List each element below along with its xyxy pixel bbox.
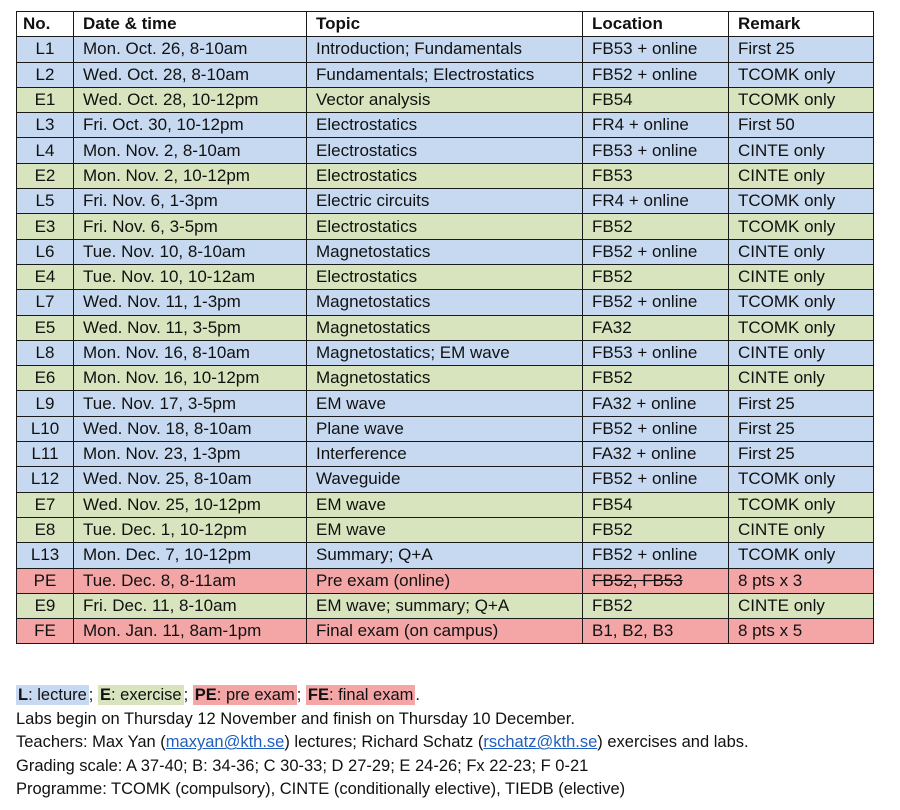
cell-topic: Magnetostatics	[307, 239, 583, 264]
cell-location: FB53 + online	[583, 138, 729, 163]
cell-date-time: Mon. Nov. 2, 10-12pm	[74, 163, 307, 188]
cell-date-time: Wed. Nov. 11, 1-3pm	[74, 290, 307, 315]
table-row	[17, 416, 874, 441]
cell-location: FB53	[583, 163, 729, 188]
cell-date-time: Tue. Nov. 17, 3-5pm	[74, 391, 307, 416]
cell-remark: CINTE only	[729, 340, 874, 365]
cell-no: E8	[17, 517, 74, 542]
cell-location	[583, 568, 729, 593]
header-remark: Remark	[729, 12, 874, 37]
table-row	[17, 37, 874, 62]
cell-topic: Introduction; Fundamentals	[307, 37, 583, 62]
cell-location: FR4 + online	[583, 189, 729, 214]
legend-exercise-text: : exercise	[110, 686, 182, 704]
cell-remark: TCOMK only	[729, 87, 874, 112]
cell-remark: CINTE only	[729, 138, 874, 163]
cell-location: FB52	[583, 214, 729, 239]
cell-remark: CINTE only	[729, 239, 874, 264]
cell-remark: CINTE only	[729, 366, 874, 391]
cell-no: E6	[17, 366, 74, 391]
cell-location: FB54	[583, 492, 729, 517]
cell-location: FB52 + online	[583, 416, 729, 441]
cell-remark: First 25	[729, 391, 874, 416]
cell-no: L13	[17, 543, 74, 568]
cell-date-time: Mon. Dec. 7, 10-12pm	[74, 543, 307, 568]
cell-location: FR4 + online	[583, 113, 729, 138]
cell-remark: CINTE only	[729, 264, 874, 289]
cell-topic: Electric circuits	[307, 189, 583, 214]
cell-remark: 8 pts x 3	[729, 568, 874, 593]
cell-topic: EM wave; summary; Q+A	[307, 593, 583, 618]
cell-no: L10	[17, 416, 74, 441]
cell-topic: EM wave	[307, 492, 583, 517]
labs-note: Labs begin on Thursday 12 November and finish on Thursday 10 December.	[16, 709, 575, 728]
cell-remark: CINTE only	[729, 517, 874, 542]
cell-remark: TCOMK only	[729, 62, 874, 87]
cell-location: FA32 + online	[583, 442, 729, 467]
cell-topic: Magnetostatics	[307, 366, 583, 391]
cell-location: FB53 + online	[583, 37, 729, 62]
legend-pre-exam	[193, 685, 297, 705]
table-row	[17, 543, 874, 568]
cell-date-time: Mon. Nov. 23, 1-3pm	[74, 442, 307, 467]
cell-remark: First 25	[729, 442, 874, 467]
programme-note: Programme: TCOMK (compulsory), CINTE (conditionally elective), TIEDB (elective)	[16, 780, 626, 799]
table-header-row	[17, 12, 874, 37]
cell-location: FB53 + online	[583, 340, 729, 365]
cell-location: FB52 + online	[583, 543, 729, 568]
cell-remark: First 25	[729, 37, 874, 62]
table-row	[17, 442, 874, 467]
cell-no: L8	[17, 340, 74, 365]
teacher1-email-link[interactable]: maxyan@kth.se	[165, 733, 285, 752]
legend-separator: ;	[183, 686, 193, 704]
table-row	[17, 467, 874, 492]
table-row	[17, 163, 874, 188]
cell-date-time: Fri. Oct. 30, 10-12pm	[74, 113, 307, 138]
cell-date-time: Wed. Oct. 28, 8-10am	[74, 62, 307, 87]
cell-date-time: Fri. Nov. 6, 1-3pm	[74, 189, 307, 214]
schedule-body	[17, 37, 874, 644]
cell-location: FB52 + online	[583, 467, 729, 492]
cell-date-time: Wed. Nov. 25, 8-10am	[74, 467, 307, 492]
cell-no: E4	[17, 264, 74, 289]
cell-location: FA32 + online	[583, 391, 729, 416]
cell-location: FB52	[583, 366, 729, 391]
cell-remark: TCOMK only	[729, 543, 874, 568]
cell-topic: Interference	[307, 442, 583, 467]
cell-no: L12	[17, 467, 74, 492]
cell-location: B1, B2, B3	[583, 619, 729, 644]
legend-lecture-text: : lecture	[28, 686, 87, 704]
cell-date-time: Wed. Nov. 11, 3-5pm	[74, 315, 307, 340]
cell-no: E5	[17, 315, 74, 340]
cell-date-time: Mon. Oct. 26, 8-10am	[74, 37, 307, 62]
cell-date-time: Wed. Nov. 25, 10-12pm	[74, 492, 307, 517]
cell-no: PE	[17, 568, 74, 593]
table-row	[17, 138, 874, 163]
legend-lecture-key: L	[18, 686, 29, 704]
legend-exercise	[98, 685, 184, 705]
schedule-table	[16, 11, 874, 644]
legend-exercise-key: E	[99, 686, 111, 704]
cell-location: FB52 + online	[583, 62, 729, 87]
cell-topic: Fundamentals; Electrostatics	[307, 62, 583, 87]
cell-topic: Electrostatics	[307, 138, 583, 163]
legend-pre-exam-key: PE	[194, 686, 217, 704]
cell-no: L11	[17, 442, 74, 467]
cell-no: E7	[17, 492, 74, 517]
cell-remark: First 50	[729, 113, 874, 138]
cell-location: FA32	[583, 315, 729, 340]
teachers-prefix: Teachers: Max Yan (	[16, 733, 166, 752]
cell-no: E2	[17, 163, 74, 188]
cell-no: FE	[17, 619, 74, 644]
table-row	[17, 113, 874, 138]
cell-location: FB54	[583, 87, 729, 112]
table-row	[17, 366, 874, 391]
table-row	[17, 62, 874, 87]
legend-separator: ;	[88, 686, 98, 704]
header-date-time: Date & time	[74, 12, 307, 37]
cell-topic: Electrostatics	[307, 163, 583, 188]
cell-topic: Magnetostatics; EM wave	[307, 340, 583, 365]
cell-date-time: Mon. Nov. 2, 8-10am	[74, 138, 307, 163]
table-row	[17, 315, 874, 340]
header-no: No.	[17, 12, 74, 37]
table-row	[17, 264, 874, 289]
cell-location: FB52 + online	[583, 239, 729, 264]
cell-date-time: Wed. Nov. 18, 8-10am	[74, 416, 307, 441]
header-topic: Topic	[307, 12, 583, 37]
cell-topic: Summary; Q+A	[307, 543, 583, 568]
cell-date-time: Wed. Oct. 28, 10-12pm	[74, 87, 307, 112]
cell-date-time: Tue. Dec. 8, 8-11am	[74, 568, 307, 593]
cell-no: E9	[17, 593, 74, 618]
legend-final-exam-key: FE	[307, 686, 329, 704]
cell-date-time: Mon. Nov. 16, 10-12pm	[74, 366, 307, 391]
cell-topic: Final exam (on campus)	[307, 619, 583, 644]
table-row	[17, 593, 874, 618]
cell-topic: Electrostatics	[307, 214, 583, 239]
cell-topic: Waveguide	[307, 467, 583, 492]
table-row	[17, 290, 874, 315]
cell-topic: Magnetostatics	[307, 315, 583, 340]
cell-remark: CINTE only	[729, 163, 874, 188]
cell-remark: 8 pts x 5	[729, 619, 874, 644]
cell-date-time: Fri. Dec. 11, 8-10am	[74, 593, 307, 618]
cell-no: L9	[17, 391, 74, 416]
teachers-suffix: ) exercises and labs.	[597, 733, 749, 752]
cell-no: E1	[17, 87, 74, 112]
cell-remark: First 25	[729, 416, 874, 441]
cell-topic: Magnetostatics	[307, 290, 583, 315]
table-row	[17, 189, 874, 214]
cell-no: L1	[17, 37, 74, 62]
table-row	[17, 568, 874, 593]
cell-remark: TCOMK only	[729, 315, 874, 340]
teacher2-email-link[interactable]: rschatz@kth.se	[483, 733, 598, 752]
cell-no: E3	[17, 214, 74, 239]
cell-no: L2	[17, 62, 74, 87]
table-row	[17, 492, 874, 517]
cell-topic: EM wave	[307, 391, 583, 416]
cell-topic: Plane wave	[307, 416, 583, 441]
grading-note: Grading scale: A 37-40; B: 34-36; C 30-33; D 27-29; E 24-26; Fx 22-23; F 0-21	[16, 756, 589, 775]
cell-topic: Electrostatics	[307, 113, 583, 138]
legend-pre-exam-text: : pre exam	[216, 686, 295, 704]
cell-location: FB52	[583, 593, 729, 618]
table-row	[17, 87, 874, 112]
cell-location: FB52 + online	[583, 290, 729, 315]
cell-location: FB52	[583, 517, 729, 542]
cell-remark: TCOMK only	[729, 290, 874, 315]
table-row	[17, 340, 874, 365]
cell-no: L5	[17, 189, 74, 214]
teachers-middle: ) lectures; Richard Schatz (	[284, 733, 484, 752]
legend-line	[16, 684, 749, 708]
legend-final-exam-text: : final exam	[329, 686, 414, 704]
cell-remark: CINTE only	[729, 593, 874, 618]
cell-remark: TCOMK only	[729, 467, 874, 492]
cell-topic: Pre exam (online)	[307, 568, 583, 593]
cell-no: L4	[17, 138, 74, 163]
table-row	[17, 619, 874, 644]
table-row	[17, 214, 874, 239]
legend-lecture	[16, 685, 89, 705]
notes-section	[16, 684, 749, 802]
cell-location: FB52	[583, 264, 729, 289]
cell-date-time: Fri. Nov. 6, 3-5pm	[74, 214, 307, 239]
teachers-note	[16, 731, 749, 755]
cell-remark: TCOMK only	[729, 492, 874, 517]
cell-no: L3	[17, 113, 74, 138]
cell-date-time: Tue. Nov. 10, 10-12am	[74, 264, 307, 289]
cell-date-time: Tue. Nov. 10, 8-10am	[74, 239, 307, 264]
cell-remark: TCOMK only	[729, 189, 874, 214]
cell-no: L6	[17, 239, 74, 264]
legend-end: .	[415, 686, 420, 704]
struck-location: FB52, FB53	[592, 570, 683, 590]
cell-topic: Vector analysis	[307, 87, 583, 112]
cell-remark: TCOMK only	[729, 214, 874, 239]
legend-separator: ;	[296, 686, 306, 704]
table-row	[17, 239, 874, 264]
header-location: Location	[583, 12, 729, 37]
cell-topic: Electrostatics	[307, 264, 583, 289]
cell-date-time: Tue. Dec. 1, 10-12pm	[74, 517, 307, 542]
cell-date-time: Mon. Jan. 11, 8am-1pm	[74, 619, 307, 644]
cell-date-time: Mon. Nov. 16, 8-10am	[74, 340, 307, 365]
legend-final-exam	[306, 685, 415, 705]
table-row	[17, 517, 874, 542]
table-row	[17, 391, 874, 416]
cell-no: L7	[17, 290, 74, 315]
cell-topic: EM wave	[307, 517, 583, 542]
